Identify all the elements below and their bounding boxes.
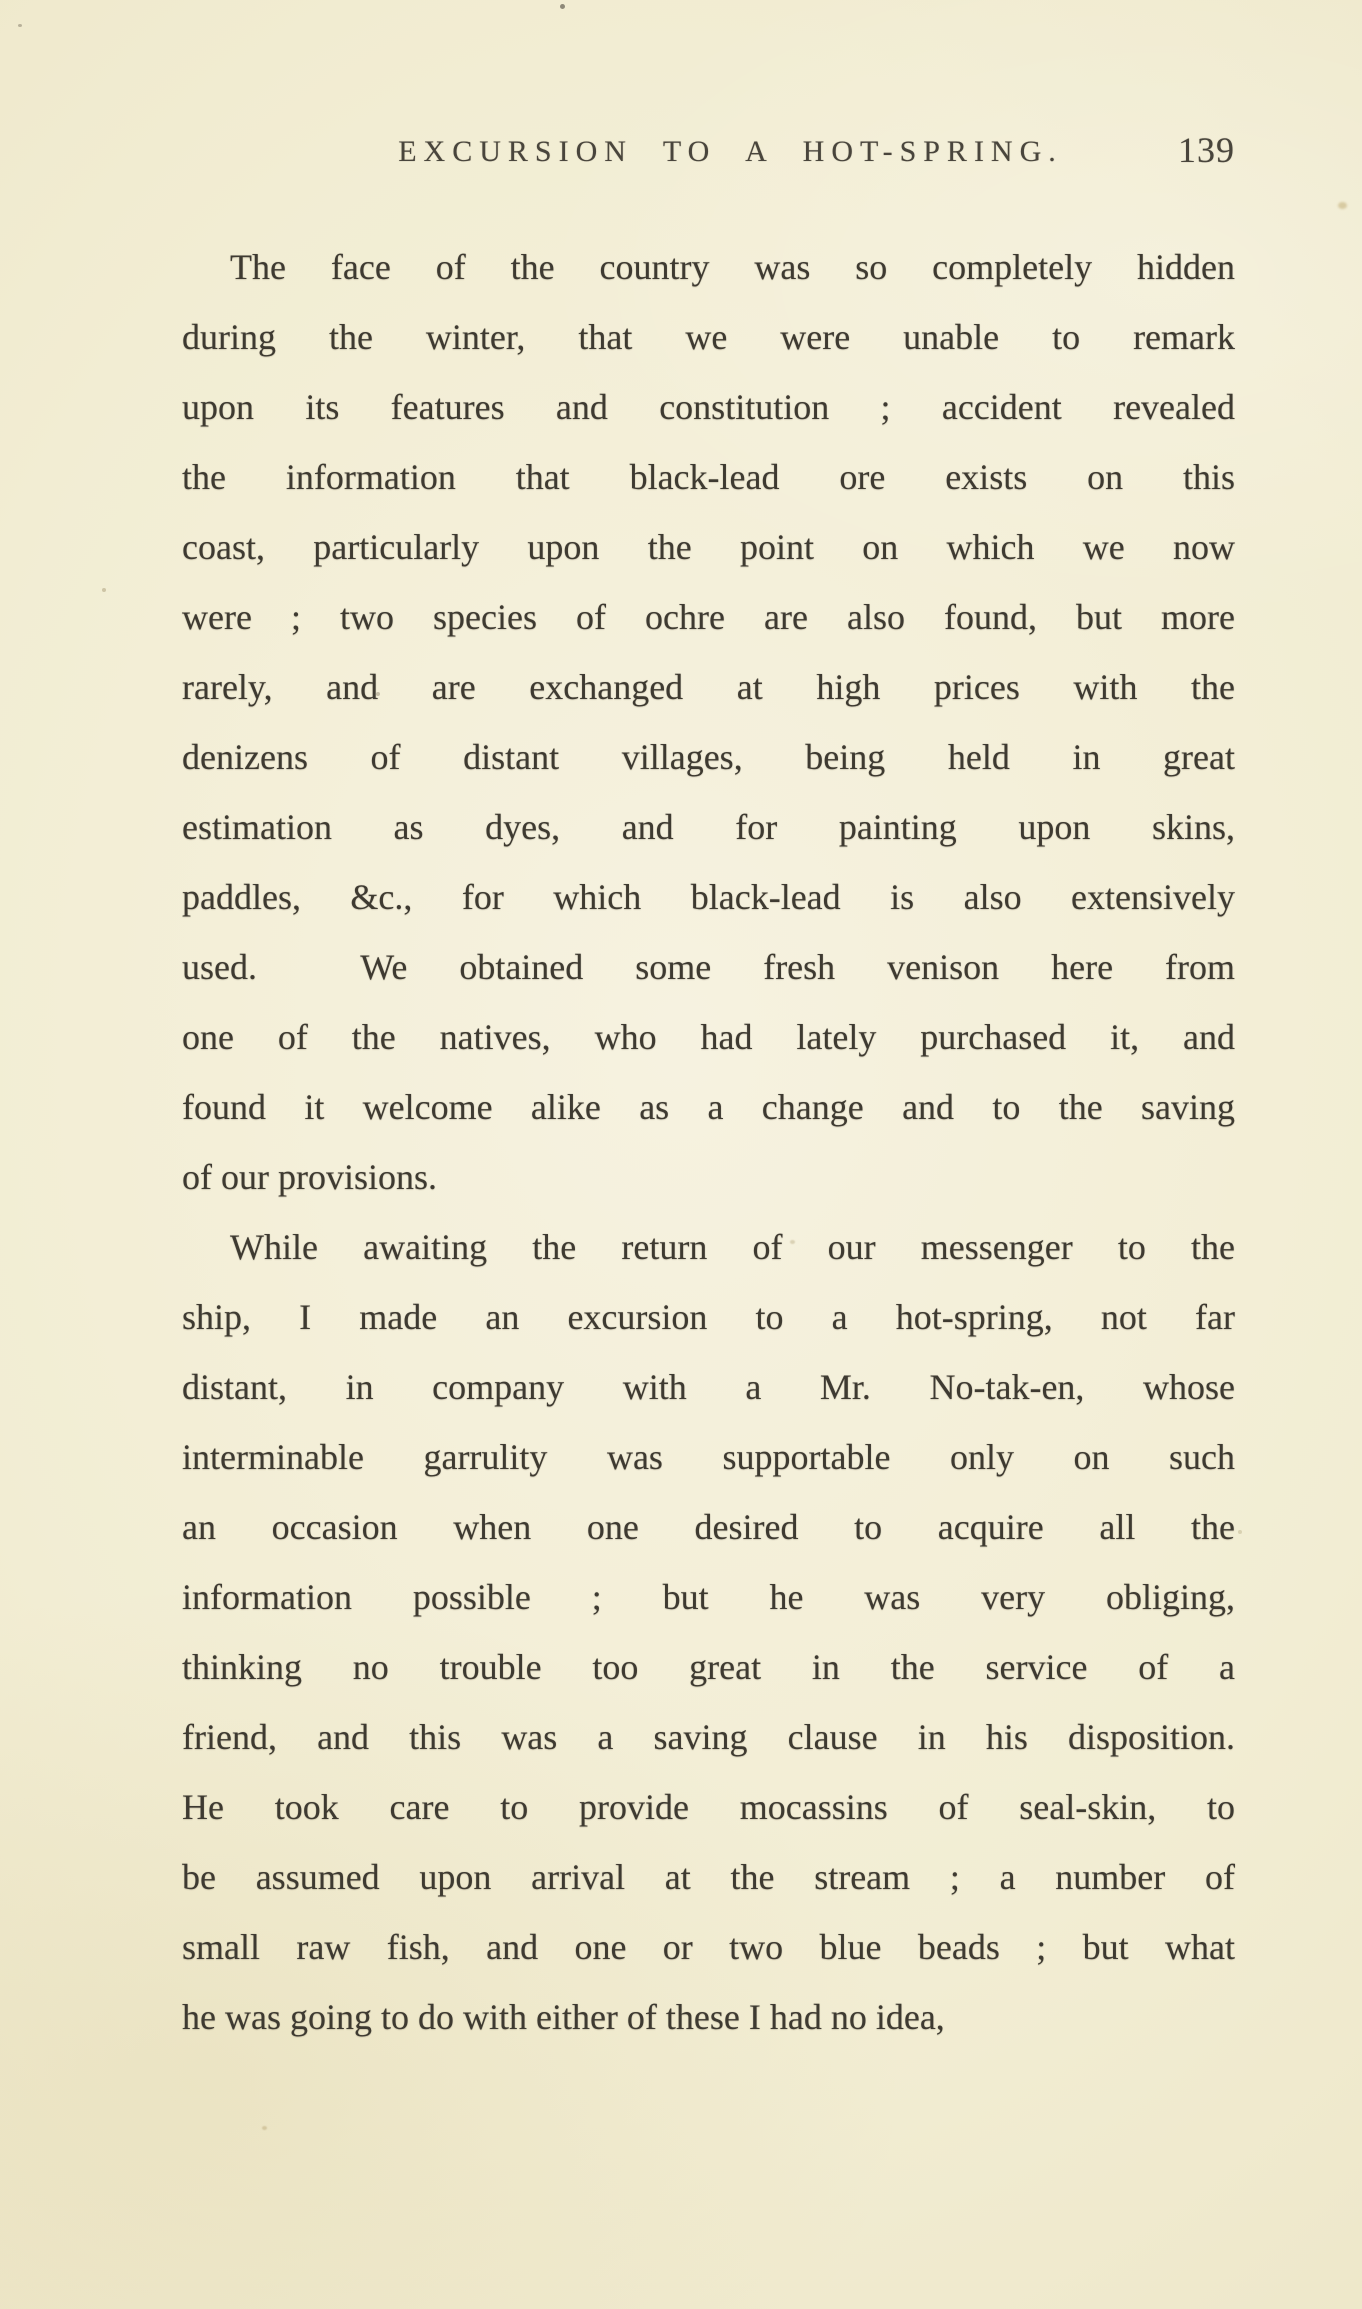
text-line: paddles, &c., for which black-lead is also extensively [182, 877, 1235, 917]
text-line: an occasion when one desired to acquire all the [182, 1507, 1235, 1547]
text-line: coast, particularly upon the point on which we now [182, 527, 1235, 567]
text-line: estimation as dyes, and for painting upon skins, [182, 807, 1235, 847]
text-line: rarely, and are exchanged at high prices with the [182, 667, 1235, 707]
paper-speck [262, 2126, 267, 2130]
paper-speck [18, 24, 22, 27]
paper-speck [1238, 1530, 1242, 1534]
paper-speck [1338, 202, 1347, 209]
text-line: The face of the country was so completely hidden [230, 247, 1235, 287]
text-line: he was going to do with either of these I had no idea, [182, 1997, 945, 2037]
paragraph [182, 232, 1235, 1212]
text-line: While awaiting the return of our messenger to the [230, 1227, 1235, 1267]
text-line: friend, and this was a saving clause in his disposition. [182, 1717, 1235, 1757]
page-content [182, 132, 1235, 2052]
text-line: found it welcome alike as a change and to the saving [182, 1087, 1235, 1127]
text-line: of our provisions. [182, 1157, 437, 1197]
page-number: 139 [1178, 130, 1235, 170]
text-line: He took care to provide mocassins of seal-skin, to [182, 1787, 1235, 1827]
text-line: thinking no trouble too great in the service of a [182, 1647, 1235, 1687]
text-line: information possible ; but he was very obliging, [182, 1577, 1235, 1617]
text-line: ship, I made an excursion to a hot-spring, not far [182, 1297, 1235, 1337]
text-line: the information that black-lead ore exists on this [182, 457, 1235, 497]
text-line: were ; two species of ochre are also found, but more [182, 597, 1235, 637]
text-line: used. We obtained some fresh venison here from [182, 947, 1235, 987]
page-title: EXCURSION TO A HOT-SPRING. [398, 135, 1063, 168]
text-line: one of the natives, who had lately purchased it, and [182, 1017, 1235, 1057]
text-line: denizens of distant villages, being held in great [182, 737, 1235, 777]
text-line: small raw fish, and one or two blue beads ; but what [182, 1927, 1235, 1967]
text-line: upon its features and constitution ; accident revealed [182, 387, 1235, 427]
running-header [182, 132, 1235, 172]
paper-speck [560, 4, 565, 9]
paper-speck [102, 588, 106, 592]
paragraph [182, 1212, 1235, 2052]
text-line: distant, in company with a Mr. No-tak-en, whose [182, 1367, 1235, 1407]
text-body [182, 232, 1235, 2052]
text-line: interminable garrulity was supportable only on such [182, 1437, 1235, 1477]
text-line: be assumed upon arrival at the stream ; a number of [182, 1857, 1235, 1897]
text-line: during the winter, that we were unable to remark [182, 317, 1235, 357]
